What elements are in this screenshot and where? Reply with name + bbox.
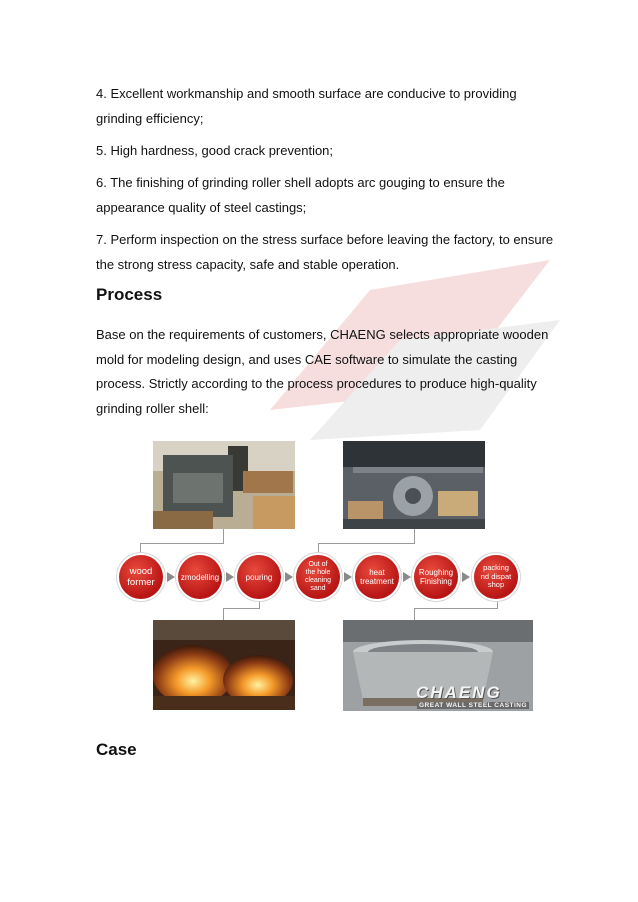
step-cleaning-sand: Out of the hole cleaning sand — [296, 555, 340, 599]
connector-line — [140, 543, 141, 555]
step-pouring: pouring — [237, 555, 281, 599]
wood-former-photo — [153, 441, 295, 529]
connector-line — [223, 529, 224, 543]
connector-line — [414, 529, 415, 543]
step-packing-dispatch: packing nd dispat shop — [474, 555, 518, 599]
paragraph-item-4: 4. Excellent workmanship and smooth surface are conducive to providing grinding efficiency; — [96, 86, 517, 126]
connector-line — [414, 608, 498, 609]
paragraph-item-7: 7. Perform inspection on the stress surface before leaving the factory, to ensure the strong stress capacity, safe and stable operation. — [96, 232, 554, 272]
arrow-icon — [285, 572, 293, 582]
connector-line — [140, 543, 224, 544]
arrow-icon — [167, 572, 175, 582]
paragraph-item-5: 5. High hardness, good crack prevention; — [96, 143, 334, 158]
arrow-icon — [226, 572, 234, 582]
case-heading: Case — [96, 740, 137, 759]
step-modelling: zmodelling — [178, 555, 222, 599]
paragraph-item-6: 6. The finishing of grinding roller shell adopts arc gouging to ensure the appearance quality of steel castings; — [96, 175, 505, 215]
brand-logo-text: CHAENG — [416, 683, 502, 702]
workshop-photo — [343, 441, 485, 529]
brand-tagline: GREAT WALL STEEL CASTING — [419, 702, 528, 709]
step-wood-former: wood former — [119, 555, 163, 599]
connector-line — [223, 608, 260, 609]
process-heading: Process — [96, 285, 163, 304]
pouring-photo — [153, 620, 295, 710]
step-heat-treatment: heat treatment — [355, 555, 399, 599]
connector-line — [318, 543, 415, 544]
arrow-icon — [403, 572, 411, 582]
connector-line — [318, 543, 319, 555]
connector-line — [223, 608, 224, 620]
arrow-icon — [344, 572, 352, 582]
arrow-icon — [462, 572, 470, 582]
connector-line — [414, 608, 415, 620]
process-body: Base on the requirements of customers, CHAENG selects appropriate wooden mold for modeling design, and uses CAE software to simulate the casting process. Strictly according to the process procedures to produce high-quality grinding roller shell: — [96, 327, 549, 416]
step-roughing-finishing: Roughing Finishing — [414, 555, 458, 599]
